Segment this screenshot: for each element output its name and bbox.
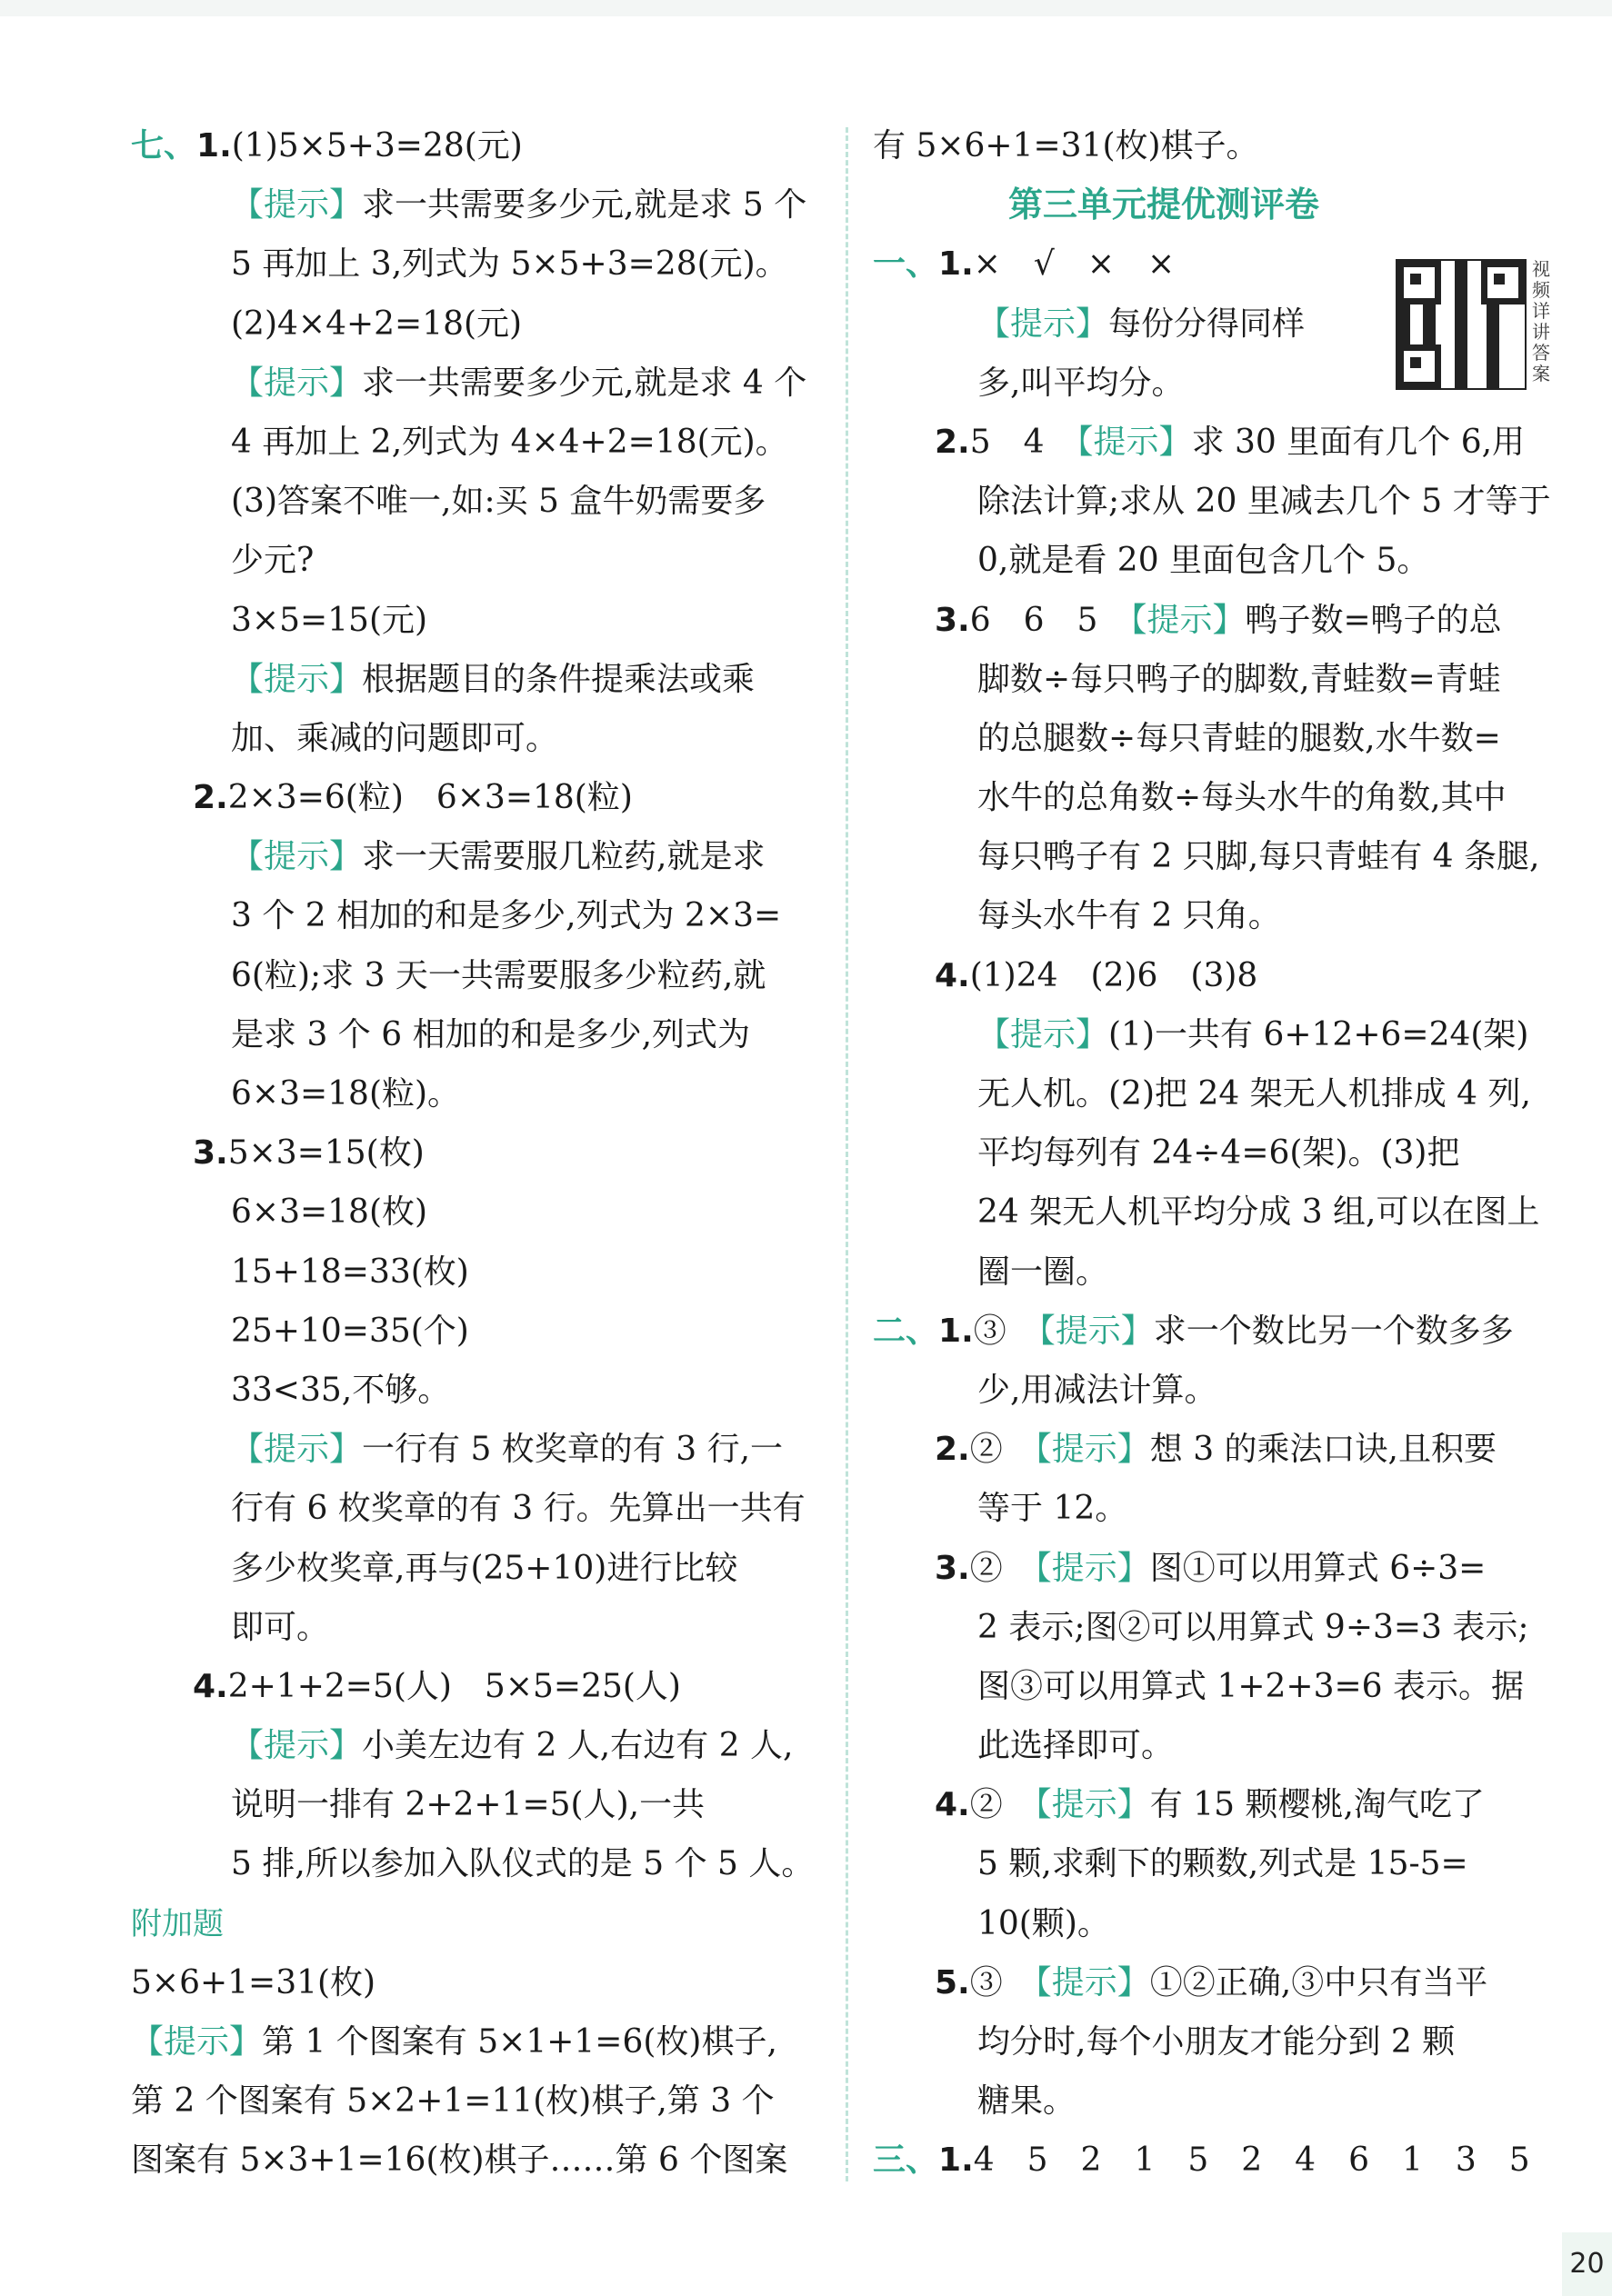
hint-label: 【提示】 [1130, 601, 1246, 639]
line-text: 6 6 5 [969, 601, 1131, 639]
line-text: 第 1 个图案有 5×1+1=6(枚)棋子, [262, 2023, 777, 2061]
line-text: 2+1+2=5(人) 5×5=25(人) [227, 1667, 681, 1705]
hint-label: 【提示】 [1035, 1786, 1150, 1824]
question-number: 4. [193, 1667, 228, 1705]
question-number: 5. [935, 1963, 970, 2002]
text-line [873, 413, 1564, 472]
text-line [131, 2071, 822, 2131]
question-number: 2. [193, 779, 228, 817]
line-text: 想 3 的乘法口诀,且积要 [1149, 1431, 1497, 1469]
text-line [131, 1005, 822, 1064]
text-line [131, 827, 822, 886]
question-number: 2. [935, 423, 970, 461]
text-line [873, 1657, 1564, 1716]
text-line [131, 2012, 822, 2071]
text-line [873, 886, 1564, 945]
question-number: 3. [935, 1549, 970, 1587]
text-line [131, 2131, 822, 2190]
hint-label: 【提示】 [1035, 1963, 1150, 2002]
line-text: 小美左边有 2 人,右边有 2 人, [362, 1727, 794, 1765]
line-text: 5 排,所以参加入队仪式的是 5 个 5 人。 [231, 1845, 815, 1883]
text-line [873, 1539, 1564, 1598]
text-line [873, 1953, 1564, 2012]
text-line [873, 1716, 1564, 1775]
qr-label: 视频详讲答案 [1532, 258, 1550, 384]
text-line [873, 1183, 1564, 1242]
text-line [873, 591, 1564, 650]
line-text: 33<35,不够。 [231, 1371, 451, 1409]
line-text: 3×5=15(元) [231, 601, 428, 639]
right-column [873, 116, 1564, 2191]
line-text: 圈一圈。 [977, 1253, 1109, 1291]
text-line [131, 1716, 822, 1775]
line-text: 脚数÷每只鸭子的脚数,青蛙数=青蛙 [977, 660, 1501, 698]
text-line [873, 2012, 1564, 2071]
section-number: 一、 [873, 245, 939, 284]
hint-label: 【提示】 [1076, 423, 1192, 461]
line-text: 求一共需要多少元,就是求 4 个 [362, 364, 807, 402]
text-line [131, 1361, 822, 1420]
line-text: 多少枚奖章,再与(25+10)进行比较 [231, 1549, 738, 1587]
line-text: 是求 3 个 6 相加的和是多少,列式为 [231, 1015, 751, 1053]
line-text: (2)4×4+2=18(元) [231, 304, 523, 343]
text-line [873, 1005, 1564, 1064]
line-text: 第 2 个图案有 5×2+1=11(枚)棋子,第 3 个 [131, 2082, 775, 2121]
text-line [131, 531, 822, 590]
line-text: 的总腿数÷每只青蛙的腿数,水牛数= [977, 719, 1501, 757]
text-line [873, 1064, 1564, 1123]
line-text: 说明一排有 2+2+1=5(人),一共 [231, 1786, 706, 1824]
line-text: 有 5×6+1=31(枚)棋子。 [873, 127, 1259, 165]
line-text: 求一个数比另一个数多多 [1153, 1312, 1514, 1350]
section-number: 二、 [873, 1312, 939, 1350]
line-text: 除法计算;求从 20 里减去几个 5 才等于 [977, 483, 1551, 521]
text-line [873, 1420, 1564, 1479]
hint-label: 【提示】 [977, 304, 1109, 343]
text-line [131, 472, 822, 531]
text-line [873, 650, 1564, 709]
text-line [131, 886, 822, 945]
text-line [131, 1894, 822, 1953]
text-line [873, 1479, 1564, 1538]
line-text: 图①可以用算式 6÷3= [1149, 1549, 1487, 1587]
line-text: ② [969, 1549, 1036, 1587]
text-line [131, 1598, 822, 1657]
text-line [873, 2131, 1564, 2190]
text-line [873, 1123, 1564, 1183]
hint-label: 【提示】 [231, 1431, 363, 1469]
section-number: 七、 [131, 127, 197, 165]
line-text: 即可。 [231, 1608, 330, 1646]
text-line [873, 1834, 1564, 1893]
hint-label: 【提示】 [1035, 1431, 1150, 1469]
line-text: 糖果。 [977, 2082, 1076, 2121]
line-text: 4 5 2 1 5 2 4 6 1 3 5 [973, 2141, 1530, 2180]
text-line [131, 1953, 822, 2012]
line-text: 加、乘减的问题即可。 [231, 719, 559, 757]
text-line [131, 1183, 822, 1242]
question-number: 2. [935, 1431, 970, 1469]
line-text: 一行有 5 枚奖章的有 3 行,一 [362, 1431, 784, 1469]
text-line [131, 116, 822, 175]
text-line [131, 175, 822, 235]
line-text: 无人机。(2)把 24 架无人机排成 4 列, [977, 1075, 1531, 1113]
text-line [131, 1539, 822, 1598]
line-text: 2 表示;图②可以用算式 9÷3=3 表示; [977, 1608, 1529, 1646]
text-line [873, 768, 1564, 827]
text-line [131, 1775, 822, 1834]
hint-label: 【提示】 [231, 186, 363, 225]
text-line [873, 946, 1564, 1005]
text-line [131, 1243, 822, 1302]
question-number: 4. [935, 956, 970, 994]
line-text: 每头水牛有 2 只角。 [977, 897, 1281, 935]
text-line [131, 1834, 822, 1893]
line-text: 6(粒);求 3 天一共需要服多少粒药,就 [231, 956, 766, 994]
line-text: 25+10=35(个) [231, 1312, 469, 1350]
line-text: 4 再加上 2,列式为 4×4+2=18(元)。 [231, 423, 788, 461]
text-line [131, 1657, 822, 1716]
line-text: 5 4 [969, 423, 1077, 461]
text-line [131, 1123, 822, 1183]
hint-label: 【提示】 [231, 660, 363, 698]
hint-label: 【提示】 [131, 2023, 263, 2061]
question-number: 3. [935, 601, 970, 639]
question-number: 1. [938, 2141, 974, 2180]
text-line [873, 1302, 1564, 1361]
question-number: 1. [196, 127, 232, 165]
line-text: 每份分得同样 [1108, 304, 1306, 343]
line-text: (3)答案不唯一,如:买 5 盒牛奶需要多 [231, 483, 766, 521]
line-text: 5×3=15(枚) [227, 1134, 425, 1173]
line-text: 3 个 2 相加的和是多少,列式为 2×3= [231, 897, 782, 935]
line-text: 求 30 里面有几个 6,用 [1191, 423, 1526, 461]
line-text: (1)5×5+3=28(元) [231, 127, 523, 165]
line-text: ③ [973, 1312, 1039, 1350]
text-line [873, 1598, 1564, 1657]
text-line [131, 591, 822, 650]
line-text: 等于 12。 [977, 1490, 1128, 1528]
text-line [131, 709, 822, 768]
text-line [131, 946, 822, 1005]
line-text: 求一天需要服几粒药,就是求 [362, 838, 766, 876]
line-text: 15+18=33(枚) [231, 1253, 469, 1291]
line-text: 每只鸭子有 2 只脚,每只青蛙有 4 条腿, [977, 838, 1540, 876]
line-text: × √ × × [973, 245, 1176, 284]
line-text: (1)24 (2)6 (3)8 [969, 956, 1258, 994]
line-text: 0,就是看 20 里面包含几个 5。 [977, 542, 1430, 580]
line-text: 6×3=18(粒)。 [231, 1075, 461, 1113]
text-line [873, 2071, 1564, 2131]
question-number: 1. [938, 245, 974, 284]
line-text: 6×3=18(枚) [231, 1193, 428, 1232]
question-number: 1. [938, 1312, 974, 1350]
line-text: 图案有 5×3+1=16(枚)棋子……第 6 个图案 [131, 2141, 788, 2180]
hint-label: 【提示】 [977, 1015, 1109, 1053]
text-line [131, 235, 822, 294]
line-text: 少元? [231, 542, 315, 580]
text-line [873, 531, 1564, 590]
line-text: 10(颗)。 [977, 1904, 1110, 1942]
text-line [131, 768, 822, 827]
qr-code-icon[interactable] [1396, 259, 1527, 390]
text-line [873, 175, 1564, 235]
line-text: ③ [969, 1963, 1036, 2002]
line-text: 2×3=6(粒) 6×3=18(粒) [227, 779, 633, 817]
line-text: 水牛的总角数÷每头水牛的角数,其中 [977, 779, 1507, 817]
question-number: 4. [935, 1786, 970, 1824]
line-text: ①②正确,③中只有当平 [1149, 1963, 1488, 2002]
line-text: 多,叫平均分。 [977, 364, 1185, 402]
text-line [131, 294, 822, 354]
page-number: 20 [1562, 2232, 1612, 2296]
unit-title: 第三单元提优测评卷 [1007, 185, 1319, 225]
text-line [873, 1775, 1564, 1834]
line-text: 有 15 颗樱桃,淘气吃了 [1149, 1786, 1485, 1824]
text-line [873, 1243, 1564, 1302]
text-line [131, 1064, 822, 1123]
text-line [873, 827, 1564, 886]
line-text: 平均每列有 24÷4=6(架)。(3)把 [977, 1134, 1460, 1173]
section-number: 三、 [873, 2141, 939, 2180]
hint-label: 【提示】 [231, 1727, 363, 1765]
hint-label: 【提示】 [231, 364, 363, 402]
line-text: 鸭子数=鸭子的总 [1245, 601, 1502, 639]
text-line [873, 472, 1564, 531]
text-line [131, 1420, 822, 1479]
left-column [131, 116, 822, 2191]
line-text: 少,用减法计算。 [977, 1371, 1217, 1409]
hint-label: 【提示】 [231, 838, 363, 876]
hint-label: 【提示】 [1038, 1312, 1154, 1350]
line-text: (1)一共有 6+12+6=24(架) [1108, 1015, 1529, 1053]
text-line [873, 1894, 1564, 1953]
line-text: 5×6+1=31(枚) [131, 1963, 376, 2002]
text-line [131, 413, 822, 472]
text-line [873, 116, 1564, 175]
text-line [131, 1302, 822, 1361]
text-line [131, 354, 822, 413]
line-text: 5 再加上 3,列式为 5×5+3=28(元)。 [231, 245, 788, 284]
extra-title: 附加题 [131, 1905, 224, 1942]
top-margin [0, 0, 1612, 16]
line-text: 求一共需要多少元,就是求 5 个 [362, 186, 807, 225]
line-text: 5 颗,求剩下的颗数,列式是 15-5= [977, 1845, 1468, 1883]
line-text: 均分时,每个小朋友才能分到 2 颗 [977, 2023, 1456, 2061]
text-line [131, 1479, 822, 1538]
line-text: ② [969, 1431, 1036, 1469]
text-line [873, 709, 1564, 768]
line-text: ② [969, 1786, 1036, 1824]
text-line [131, 650, 822, 709]
hint-label: 【提示】 [1035, 1549, 1150, 1587]
line-text: 此选择即可。 [977, 1727, 1175, 1765]
column-divider [846, 127, 848, 2181]
question-number: 3. [193, 1134, 228, 1173]
line-text: 24 架无人机平均分成 3 组,可以在图上 [977, 1193, 1540, 1232]
line-text: 图③可以用算式 1+2+3=6 表示。据 [977, 1667, 1524, 1705]
line-text: 根据题目的条件提乘法或乘 [362, 660, 756, 698]
text-line [873, 1361, 1564, 1420]
line-text: 行有 6 枚奖章的有 3 行。先算出一共有 [231, 1490, 806, 1528]
